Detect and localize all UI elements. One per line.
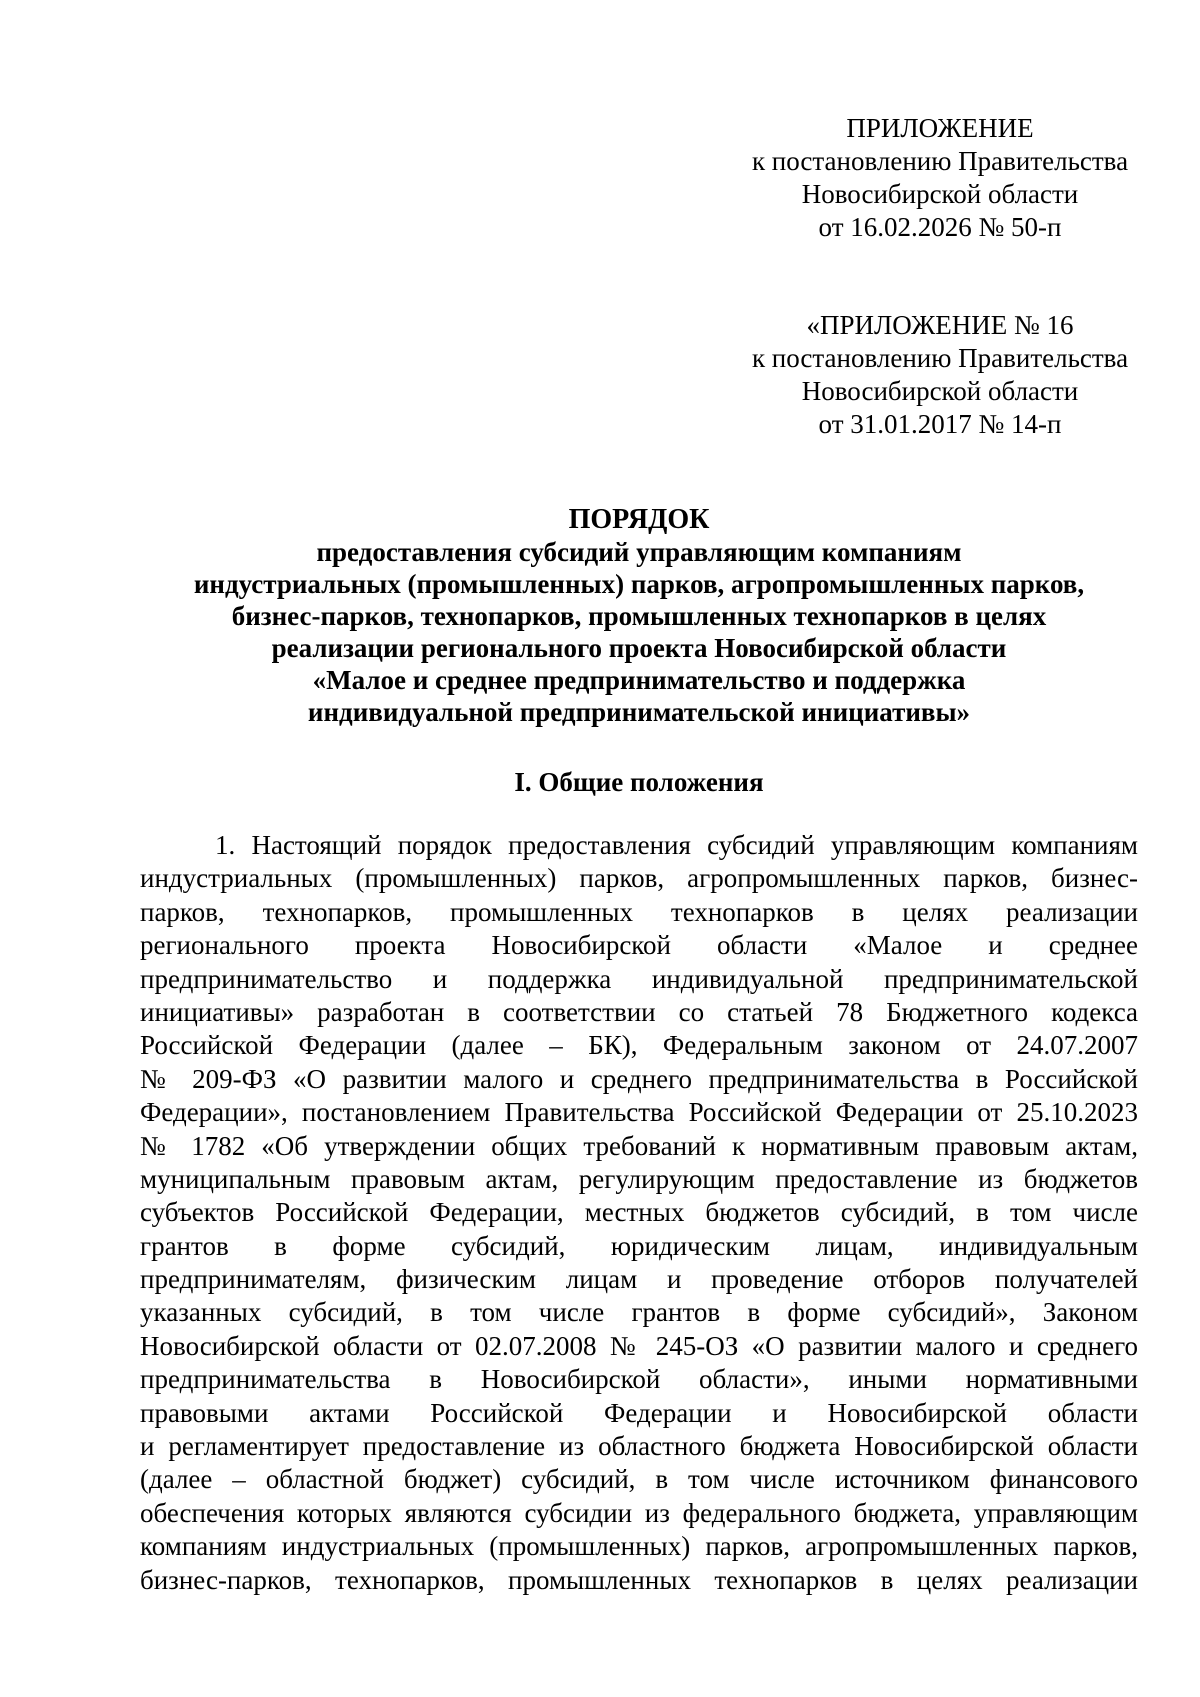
paragraph-line: (далее – областной бюджет) субсидий, в том числе источником финансового — [140, 1464, 1138, 1495]
paragraph-line: и регламентирует предоставление из областного бюджета Новосибирской области — [140, 1431, 1138, 1462]
paragraph-line: инициативы» разработан в соответствии со статьей 78 Бюджетного кодекса — [140, 996, 1138, 1027]
paragraph-line: предпринимательства в Новосибирской области», иными нормативными — [140, 1364, 1138, 1395]
paragraph-1 — [140, 829, 1138, 1597]
appendix-date-number: от 31.01.2017 № 14-п — [818, 409, 1062, 439]
appendix-date-number: от 16.02.2026 № 50-п — [818, 212, 1062, 242]
paragraph-line: 1. Настоящий порядок предоставления субсидий управляющим компаниям — [215, 830, 1138, 860]
document-subtitle-line: индивидуальной предпринимательской инициативы» — [307, 697, 971, 727]
appendix-label: ПРИЛОЖЕНИЕ — [846, 113, 1034, 143]
paragraph-line: субъектов Российской Федерации, местных бюджетов субсидий, в том числе — [140, 1197, 1138, 1228]
document-subtitle-line: индустриальных (промышленных) парков, агропромышленных парков, — [193, 569, 1085, 599]
appendix-header-current — [730, 112, 1150, 244]
paragraph-line: бизнес-парков, технопарков, промышленных технопарков в целях реализации — [140, 1564, 1138, 1595]
document-title-block — [140, 503, 1138, 728]
paragraph-line: обеспечения которых являются субсидии из федерального бюджета, управляющим — [140, 1497, 1138, 1528]
paragraph-line: № 1782 «Об утверждении общих требований к нормативным правовым актам, — [140, 1130, 1138, 1161]
paragraph-line: регионального проекта Новосибирской области «Малое и среднее — [140, 930, 1138, 961]
paragraph-line: указанных субсидий, в том числе грантов в форме субсидий», Законом — [140, 1297, 1138, 1328]
paragraph-line: предпринимателям, физическим лицам и проведение отборов получателей — [140, 1264, 1138, 1295]
appendix-reference: к постановлению Правительства — [751, 343, 1129, 373]
appendix-header-amended — [730, 309, 1150, 441]
paragraph-line: парков, технопарков, промышленных технопарков в целях реализации — [140, 896, 1138, 927]
paragraph-line: № 209-ФЗ «О развитии малого и среднего предпринимательства в Российской — [140, 1063, 1138, 1094]
appendix-reference: к постановлению Правительства — [751, 146, 1129, 176]
appendix-region: Новосибирской области — [801, 179, 1079, 209]
paragraph-line: Российской Федерации (далее – БК), Федеральным законом от 24.07.2007 — [140, 1030, 1138, 1061]
paragraph-line: предпринимательство и поддержка индивидуальной предпринимательской — [140, 963, 1138, 994]
paragraph-line: правовыми актами Российской Федерации и Новосибирской области — [140, 1397, 1138, 1428]
paragraph-line: Новосибирской области от 02.07.2008 № 245-ОЗ «О развитии малого и среднего — [140, 1330, 1138, 1361]
section-heading: I. Общие положения — [514, 767, 764, 797]
appendix-label: «ПРИЛОЖЕНИЕ № 16 — [806, 310, 1074, 340]
paragraph-line: компаниям индустриальных (промышленных) парков, агропромышленных парков, — [140, 1531, 1138, 1562]
appendix-region: Новосибирской области — [801, 376, 1079, 406]
paragraph-line: грантов в форме субсидий, юридическим лицам, индивидуальным — [140, 1230, 1138, 1261]
paragraph-line: Федерации», постановлением Правительства Российской Федерации от 25.10.2023 — [140, 1097, 1138, 1128]
document-title: ПОРЯДОК — [568, 504, 710, 535]
document-subtitle-line: бизнес-парков, технопарков, промышленных технопарков в целях — [231, 601, 1047, 631]
paragraph-line: индустриальных (промышленных) парков, агропромышленных парков, бизнес- — [140, 863, 1138, 894]
document-subtitle-line: «Малое и среднее предпринимательство и поддержка — [312, 665, 966, 695]
paragraph-line: муниципальным правовым актам, регулирующим предоставление из бюджетов — [140, 1163, 1138, 1194]
document-subtitle-line: реализации регионального проекта Новосибирской области — [271, 633, 1007, 663]
document-subtitle-line: предоставления субсидий управляющим компаниям — [316, 537, 962, 567]
